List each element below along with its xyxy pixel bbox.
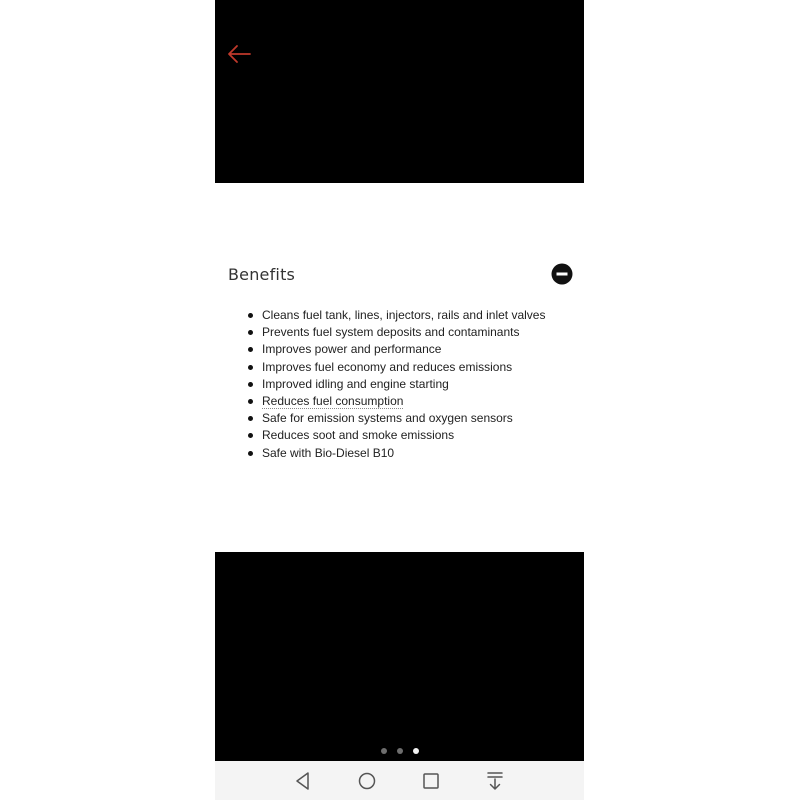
- notification-pull-icon: [483, 769, 507, 793]
- collapse-button[interactable]: [551, 263, 573, 285]
- section-title: Benefits: [228, 265, 296, 284]
- bullet: [248, 347, 253, 352]
- carousel-indicator: [215, 748, 584, 754]
- bullet: [248, 365, 253, 370]
- benefits-list: [248, 307, 582, 462]
- list-item: Improved idling and engine starting: [262, 376, 582, 393]
- nav-recents-button[interactable]: [419, 769, 443, 793]
- nav-home-button[interactable]: [355, 769, 379, 793]
- bullet: [248, 313, 253, 318]
- list-item: Reduces fuel consumption: [262, 393, 582, 410]
- home-circle-icon: [355, 769, 379, 793]
- minus-circle-icon: [551, 263, 573, 285]
- bullet: [248, 416, 253, 421]
- phone-screen: [215, 0, 584, 800]
- carousel-dot-3[interactable]: [413, 748, 419, 754]
- list-item: Improves power and performance: [262, 341, 582, 358]
- system-navigation-bar: [215, 761, 584, 800]
- bullet: [248, 433, 253, 438]
- carousel-dot-1[interactable]: [381, 748, 387, 754]
- back-button[interactable]: [223, 38, 255, 70]
- bullet: [248, 382, 253, 387]
- bullet: [248, 399, 253, 404]
- list-item: Cleans fuel tank, lines, injectors, rails and inlet valves: [262, 307, 582, 324]
- bullet: [248, 330, 253, 335]
- recents-square-icon: [419, 769, 443, 793]
- list-item: Safe with Bio-Diesel B10: [262, 445, 582, 462]
- benefits-section: [215, 183, 584, 552]
- list-item: Reduces soot and smoke emissions: [262, 427, 582, 444]
- section-header[interactable]: [228, 263, 573, 289]
- bottom-media-area: [215, 552, 584, 761]
- bullet: [248, 451, 253, 456]
- carousel-dot-2[interactable]: [397, 748, 403, 754]
- arrow-left-icon: [226, 44, 252, 64]
- nav-back-button[interactable]: [291, 769, 315, 793]
- list-item: Prevents fuel system deposits and contaminants: [262, 324, 582, 341]
- nav-notification-button[interactable]: [483, 769, 507, 793]
- list-item: Improves fuel economy and reduces emissions: [262, 359, 582, 376]
- top-media-area: [215, 0, 584, 183]
- list-item: Safe for emission systems and oxygen sensors: [262, 410, 582, 427]
- back-triangle-icon: [291, 769, 315, 793]
